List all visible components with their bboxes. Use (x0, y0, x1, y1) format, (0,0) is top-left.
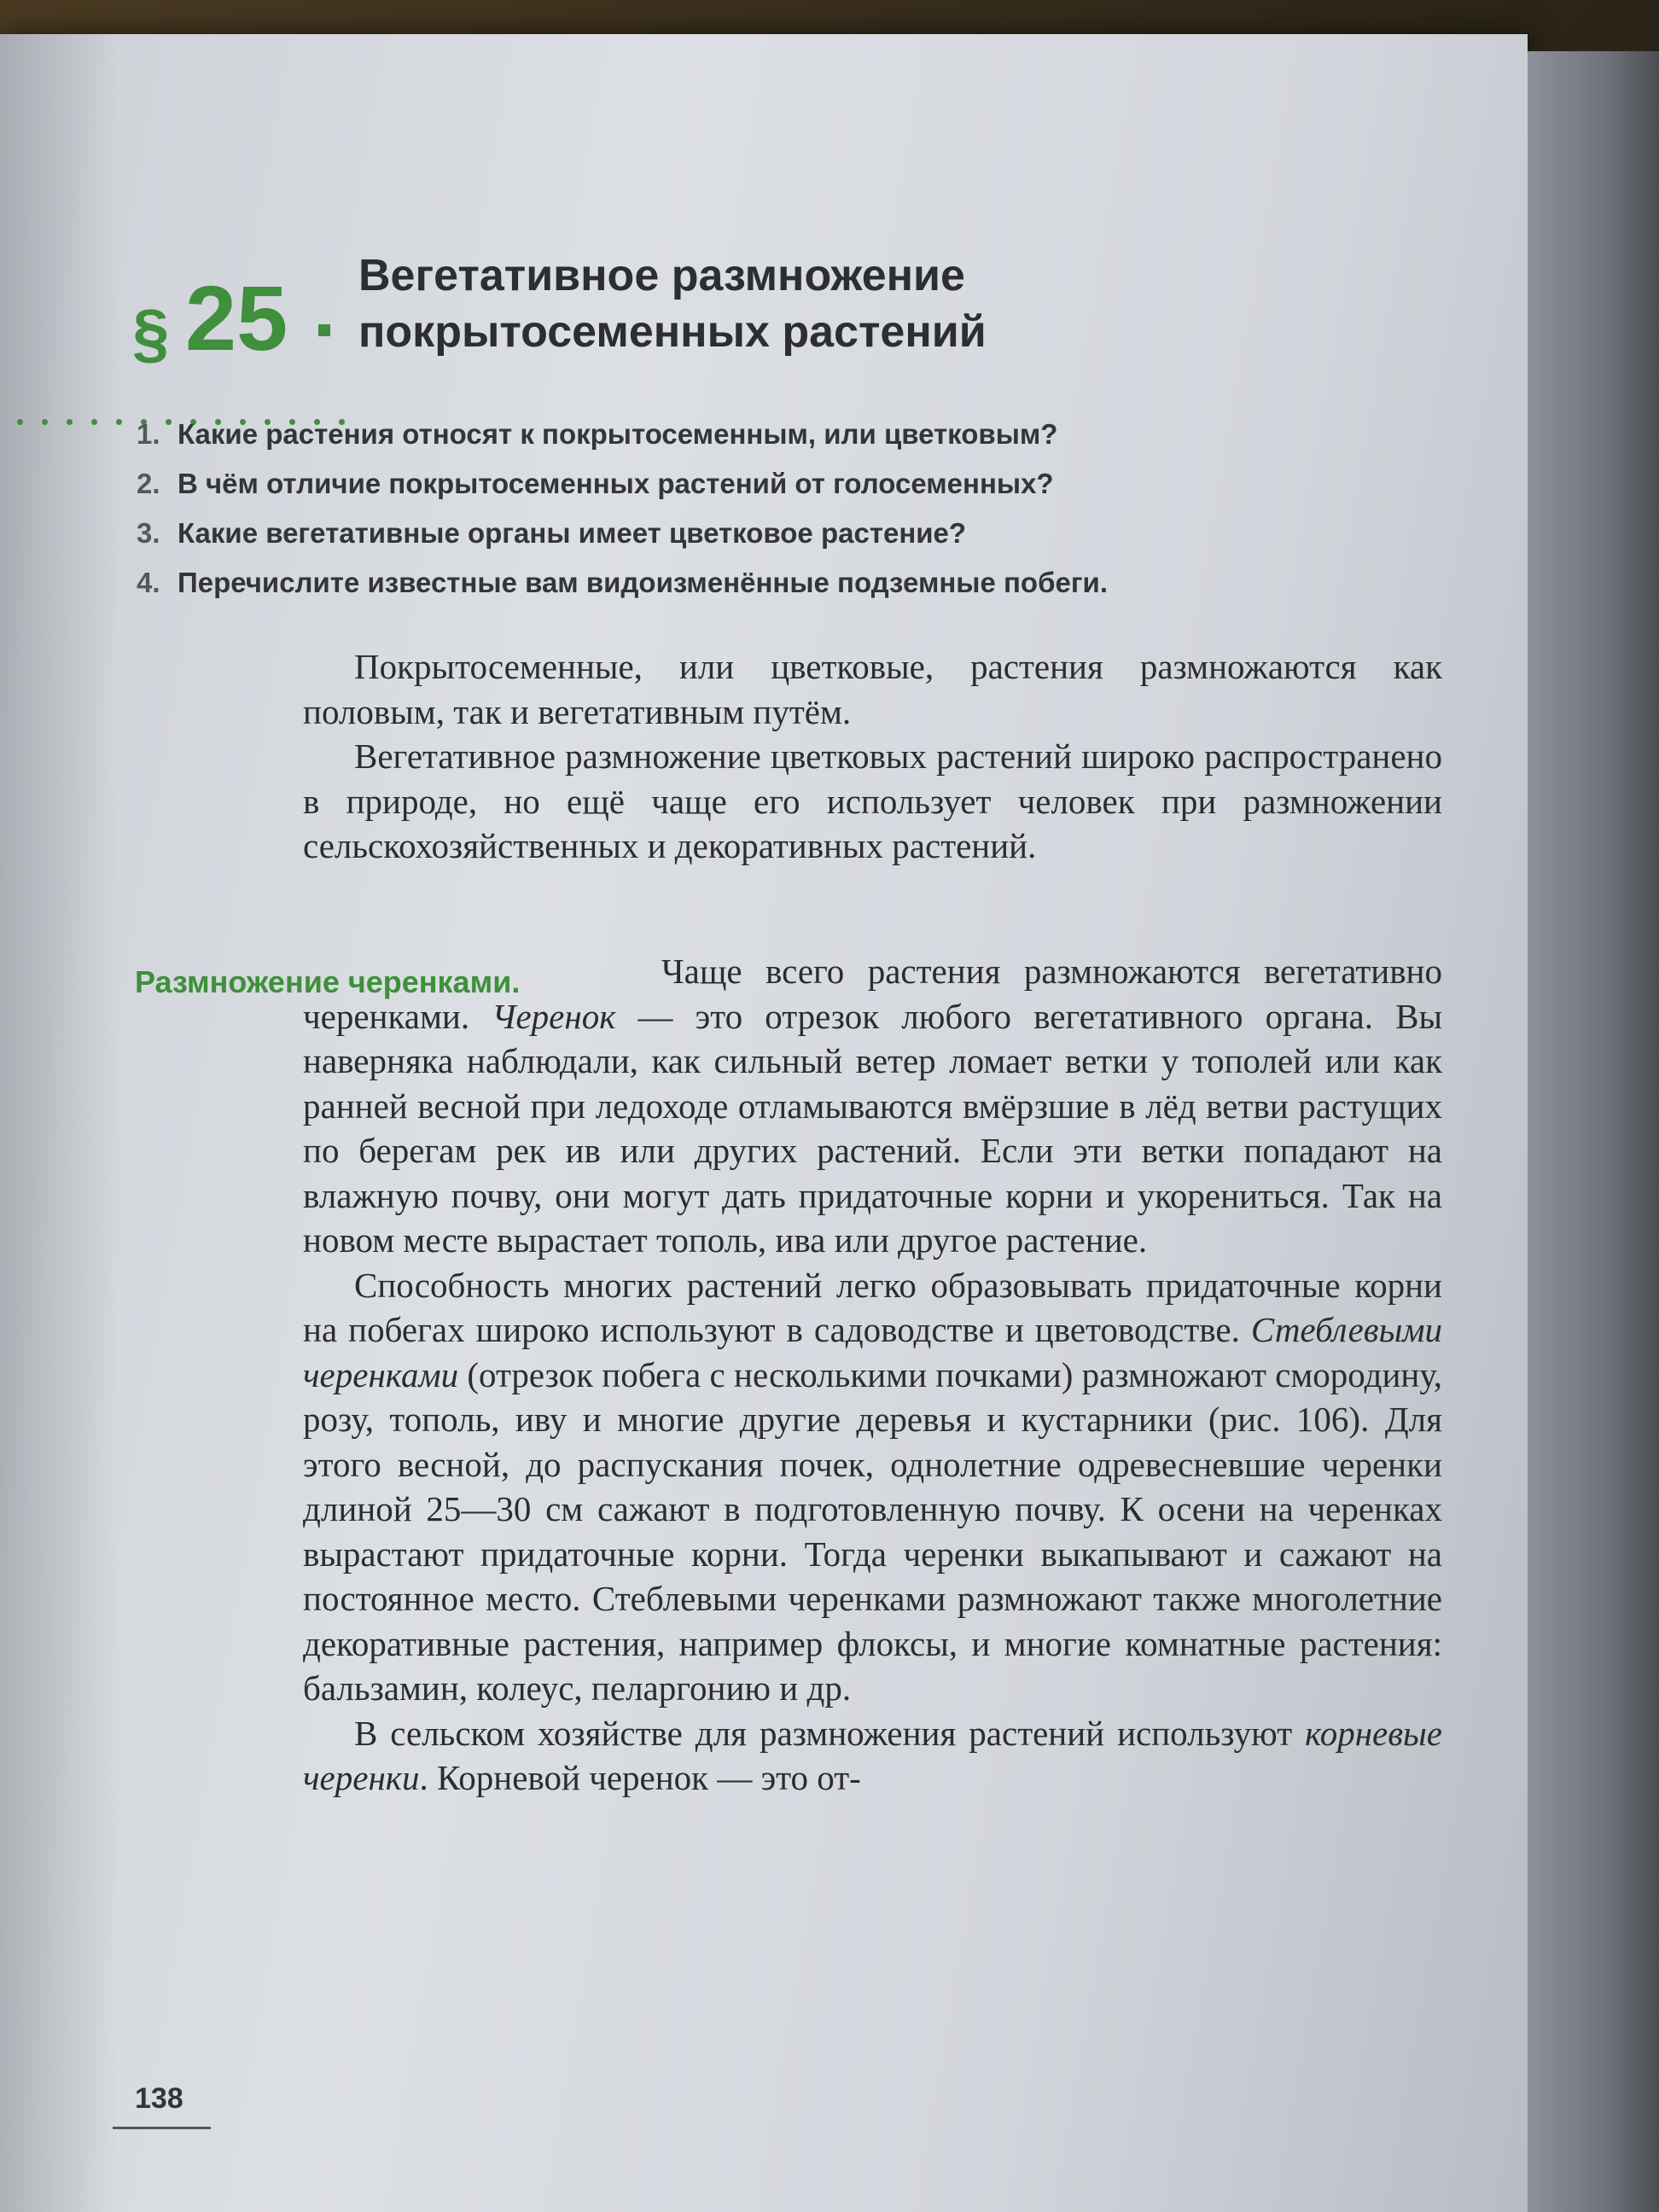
section-heading (132, 247, 1412, 418)
cuttings-paragraph-2: Способность многих растений легко образовывать придаточные корни на побегах широко используют в садоводстве и цветоводстве. Стеблевыми черенками (отрезок побега с несколькими почками) размножают смородину, розу, тополь, иву и многие другие деревья и кустарники (рис. 106). Для этого весной, до распускания почек, однолетние одревесневшие черенки длиной 25—30 см сажают в подготовленную почву. К осени на черенках вырастают придаточные корни. Тогда черенки выкапывают и сажают на постоянное место. Стеблевыми черенками размножают также многолетние декоративные растения, например флоксы, и многие комнатные растения: бальзамин, колеус, пеларгонию и др. (303, 1265, 1443, 1708)
page-number-rule (113, 2127, 211, 2129)
section-title (358, 247, 987, 360)
cuttings-text (303, 949, 1442, 1801)
page-number: 138 (135, 2082, 183, 2115)
next-page-edge (1528, 51, 1659, 2212)
question-item: 1. Какие растения относят к покрытосеменным, или цветковым? (137, 418, 1058, 450)
intro-paragraph-1: Покрытосеменные, или цветковые, растения размножаются как половым, так и вегетативным путём. (303, 647, 1442, 731)
section-number: 25 (185, 266, 288, 370)
intro-paragraph-2: Вегетативное размножение цветковых растений широко распространено в природе, но ещё чаще его использует человек при размножении сельскохозяйственных и декоративных растений. (303, 736, 1442, 865)
page-content (0, 34, 1528, 2212)
term-root-cuttings: корневые черенки (303, 1713, 1442, 1797)
term-stem-cuttings: Стеблевыми черенками (303, 1310, 1443, 1394)
section-title-line2: покрытосеменных растений (358, 307, 987, 357)
subsection-heading: Размножение черенками. (135, 964, 521, 999)
review-questions (137, 410, 1417, 608)
intro-text (303, 644, 1442, 869)
cuttings-paragraph-3: В сельском хозяйстве для размножения растений используют корневые черенки. Корневой черенок — это от- (303, 1713, 1442, 1797)
term-cherenok: Черенок (492, 996, 616, 1036)
section-number-dot (318, 324, 330, 336)
book-page (0, 34, 1528, 2212)
section-title-line1: Вегетативное размножение (358, 251, 965, 300)
section-sign: § (132, 295, 170, 370)
cuttings-paragraph-1: Чаще всего растения размножаются вегетативно черенками. Черенок — это отрезок любого вегетативного органа. Вы наверняка наблюдали, как сильный ветер ломает ветки у тополей или как ранней весной при ледоходе отламываются вмёрзшие в лёд ветви растущих по берегам рек ив или других растений. Если эти ветки попадают на влажную почву, они могут дать придаточные корни и укорениться. Так на новом месте вырастает тополь, ива или другое растение. (303, 952, 1442, 1260)
question-item: 3. Какие вегетативные органы имеет цветковое растение? (137, 517, 967, 549)
question-item: 4. Перечислите известные вам видоизменённые подземные побеги. (137, 567, 1109, 598)
question-item: 2. В чём отличие покрытосеменных растений от голосеменных? (137, 468, 1054, 499)
